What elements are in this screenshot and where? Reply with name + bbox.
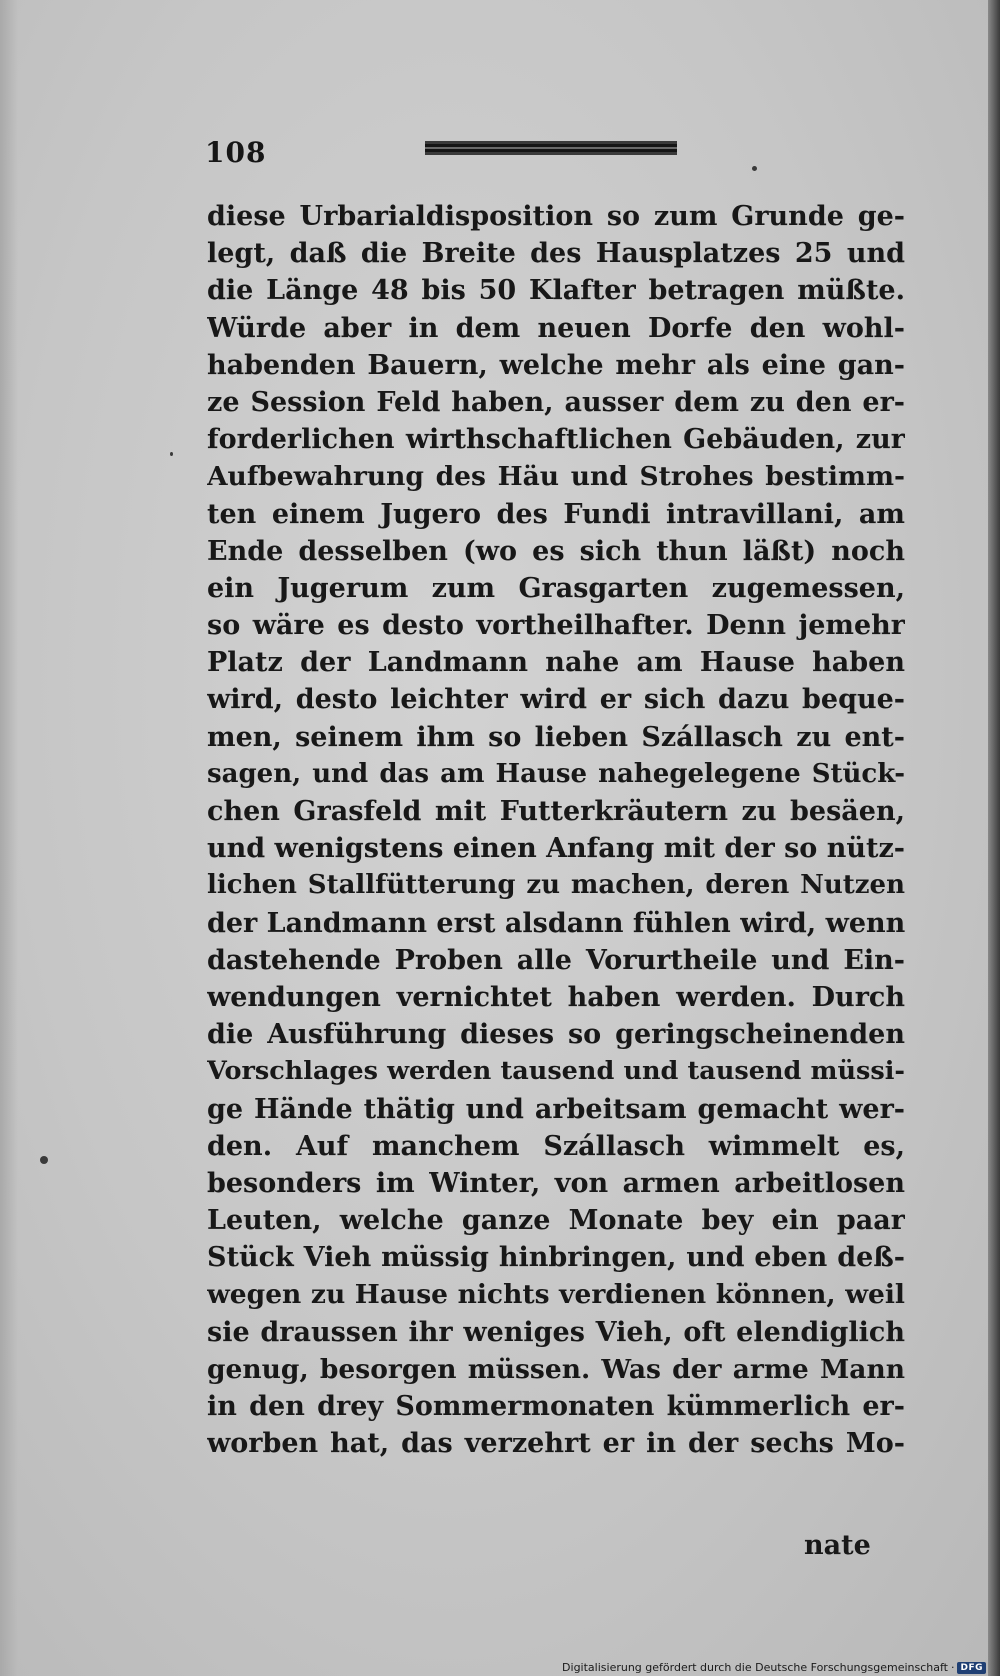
text-line-29: Stück Vieh müssig hinbringen, und eben deß- [207,1242,905,1274]
ink-speck [170,452,173,456]
text-line-16: sagen, und das am Hause nahegelegene Stück- [207,758,905,789]
text-line-17: chen Grasfeld mit Futterkräutern zu besäen, [207,796,905,827]
digitization-credit [562,1661,986,1674]
text-line-8: Aufbewahrung des Häu und Strohes bestimm- [207,461,905,493]
text-line-15: men, seinem ihm so lieben Szállasch zu ent- [207,721,905,753]
text-line-20: der Landmann erst alsdann fühlen wird, wenn [207,907,905,939]
text-line-31: sie draussen ihr weniges Vieh, oft elendiglich [207,1316,905,1348]
text-line-19: lichen Stallfütterung zu machen, deren Nutzen [207,870,905,901]
text-line-33: in den drey Sommermonaten kümmerlich er- [207,1391,905,1422]
ink-speck [752,166,757,171]
binding-gutter [988,0,1000,1676]
text-line-23: die Ausführung dieses so geringscheinenden [207,1019,905,1051]
text-line-26: den. Auf manchem Szállasch wimmelt es, [207,1130,905,1162]
text-line-18: und wenigstens einen Anfang mit der so nütz- [207,833,905,865]
page-number: 108 [205,136,267,169]
text-line-13: Platz der Landmann nahe am Hause haben [207,647,905,679]
dfg-logo: DFG [957,1662,986,1674]
text-line-28: Leuten, welche ganze Monate bey ein paar [207,1205,905,1237]
text-line-11: ein Jugerum zum Grasgarten zugemessen, [207,572,905,604]
text-line-14: wird, desto leichter wird er sich dazu beque- [207,684,905,716]
catchword: nate [804,1530,871,1561]
text-line-21: dastehende Proben alle Vorurtheile und Ein- [207,944,905,976]
text-line-10: Ende desselben (wo es sich thun läßt) noch [207,535,905,567]
text-line-9: ten einem Jugero des Fundi intravillani, am [207,498,905,530]
text-line-6: ze Session Feld haben, ausser dem zu den er- [207,386,905,418]
text-line-25: ge Hände thätig und arbeitsam gemacht wer- [207,1093,905,1125]
ink-speck [40,1156,48,1164]
text-line-3: die Länge 48 bis 50 Klafter betragen müßte. [207,275,905,307]
credit-separator: · [950,1661,955,1674]
text-line-32: genug, besorgen müssen. Was der arme Mann [207,1353,905,1385]
text-line-34: worben hat, das verzehrt er in der sechs Mo- [207,1428,905,1460]
page-edge-shadow [0,0,18,1676]
text-line-22: wendungen vernichtet haben werden. Durch [207,981,905,1013]
text-line-24: Vorschlages werden tausend und tausend müssi- [207,1056,905,1087]
text-line-12: so wäre es desto vortheilhafter. Denn jemehr [207,610,905,642]
body-text [207,198,905,1462]
text-line-5: habenden Bauern, welche mehr als eine gan- [207,349,905,381]
text-line-30: wegen zu Hause nichts verdienen können, weil [207,1279,905,1311]
text-line-1: diese Urbarialdisposition so zum Grunde ge- [207,201,905,232]
text-line-7: forderlichen wirthschaftlichen Gebäuden, zur [207,424,905,456]
text-line-4: Würde aber in dem neuen Dorfe den wohl- [207,312,905,344]
text-line-2: legt, daß die Breite des Hausplatzes 25 und [207,238,905,270]
header-rule-ornament [425,141,677,155]
credit-text: Digitalisierung gefördert durch die Deutsche Forschungsgemeinschaft [562,1661,948,1674]
text-line-27: besonders im Winter, von armen arbeitlosen [207,1167,905,1199]
